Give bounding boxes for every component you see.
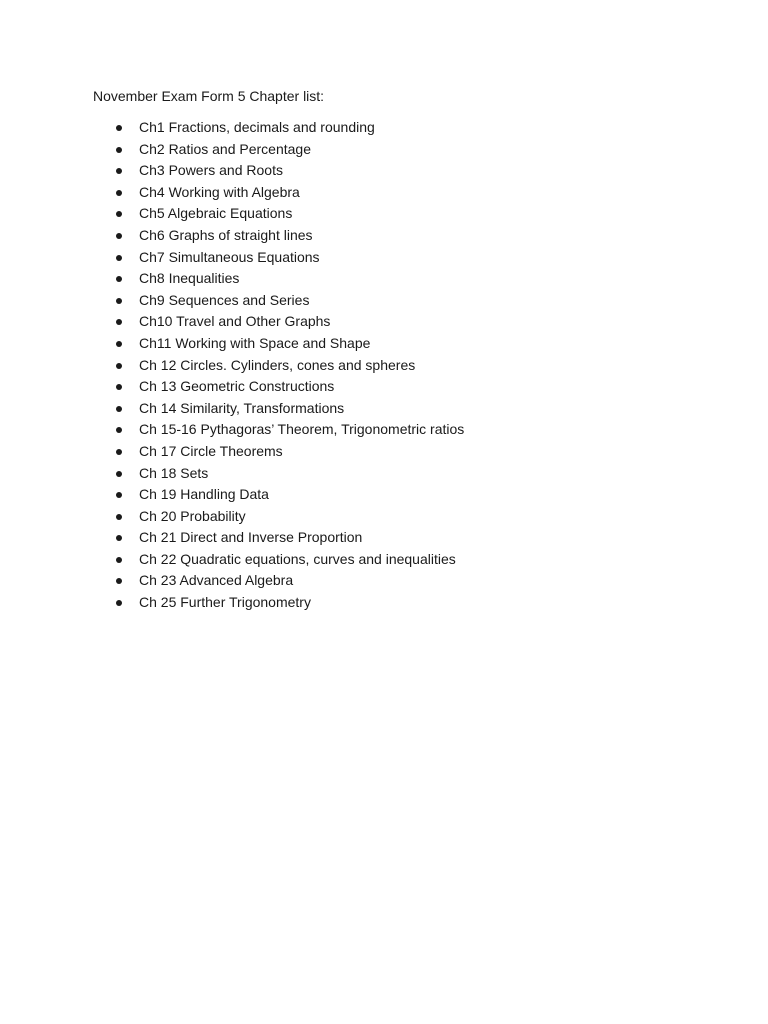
chapter-list-item	[93, 593, 464, 615]
chapter-label: Ch2 Ratios and Percentage	[139, 140, 311, 157]
bullet-icon	[116, 276, 122, 282]
chapter-label: Ch7 Simultaneous Equations	[139, 248, 320, 265]
chapter-list-item	[93, 334, 464, 356]
chapter-list-item	[93, 377, 464, 399]
chapter-label: Ch4 Working with Algebra	[139, 183, 300, 200]
chapter-list-item	[93, 485, 464, 507]
document-heading: November Exam Form 5 Chapter list:	[93, 88, 325, 104]
chapter-label: Ch 14 Similarity, Transformations	[139, 399, 345, 416]
chapter-label: Ch1 Fractions, decimals and rounding	[139, 119, 375, 135]
chapter-list-item	[93, 528, 464, 550]
bullet-icon	[116, 341, 122, 347]
bullet-icon	[116, 557, 122, 563]
chapter-label: Ch3 Powers and Roots	[139, 162, 283, 179]
chapter-list-item	[93, 118, 464, 140]
chapter-list-item	[93, 507, 464, 529]
bullet-icon	[116, 298, 122, 304]
chapter-label: Ch 18 Sets	[139, 464, 209, 481]
bullet-icon	[116, 190, 122, 196]
chapter-list-item	[93, 161, 464, 183]
chapter-label: Ch 23 Advanced Algebra	[139, 572, 294, 589]
chapter-label: Ch 19 Handling Data	[139, 486, 269, 503]
chapter-label: Ch 21 Direct and Inverse Proportion	[139, 529, 363, 546]
bullet-icon	[116, 492, 122, 498]
chapter-label: Ch 25 Further Trigonometry	[139, 594, 311, 611]
chapter-list-item	[93, 356, 464, 378]
chapter-list-item	[93, 204, 464, 226]
bullet-icon	[116, 255, 122, 261]
chapter-label: Ch 20 Probability	[139, 507, 246, 524]
bullet-icon	[116, 471, 122, 477]
chapter-list-item	[93, 442, 464, 464]
bullet-icon	[116, 384, 122, 390]
bullet-icon	[116, 535, 122, 541]
chapter-label: Ch5 Algebraic Equations	[139, 205, 293, 222]
chapter-list-item	[93, 269, 464, 291]
chapter-list-item	[93, 248, 464, 270]
bullet-icon	[116, 406, 122, 412]
bullet-icon	[116, 147, 122, 153]
bullet-icon	[116, 233, 122, 239]
chapter-label: Ch 15-16 Pythagoras’ Theorem, Trigonometric ratios	[139, 421, 465, 438]
chapter-list-item	[93, 464, 464, 486]
chapter-list-item	[93, 291, 464, 313]
chapter-list-item	[93, 571, 464, 593]
bullet-icon	[116, 427, 122, 433]
chapter-label: Ch10 Travel and Other Graphs	[139, 313, 331, 330]
chapter-list-item	[93, 420, 464, 442]
chapter-label: Ch 17 Circle Theorems	[139, 442, 283, 459]
chapter-label: Ch 12 Circles. Cylinders, cones and spheres	[139, 356, 416, 373]
chapter-list-item	[93, 550, 464, 572]
chapter-list-item	[93, 399, 464, 421]
bullet-icon	[116, 319, 122, 325]
chapter-label: Ch8 Inequalities	[139, 270, 240, 287]
chapter-list-item	[93, 140, 464, 162]
bullet-icon	[116, 211, 122, 217]
bullet-icon	[116, 600, 122, 606]
chapter-list-item	[93, 226, 464, 248]
chapter-list	[93, 118, 464, 615]
bullet-icon	[116, 578, 122, 584]
bullet-icon	[116, 363, 122, 369]
chapter-label: Ch11 Working with Space and Shape	[139, 334, 371, 351]
bullet-icon	[116, 168, 122, 174]
bullet-icon	[116, 125, 122, 131]
chapter-label: Ch6 Graphs of straight lines	[139, 226, 313, 243]
chapter-label: Ch 22 Quadratic equations, curves and inequalities	[139, 550, 456, 567]
chapter-list-item	[93, 312, 464, 334]
chapter-label: Ch9 Sequences and Series	[139, 291, 310, 308]
bullet-icon	[116, 514, 122, 520]
bullet-icon	[116, 449, 122, 455]
chapter-label: Ch 13 Geometric Constructions	[139, 378, 335, 395]
chapter-list-item	[93, 183, 464, 205]
